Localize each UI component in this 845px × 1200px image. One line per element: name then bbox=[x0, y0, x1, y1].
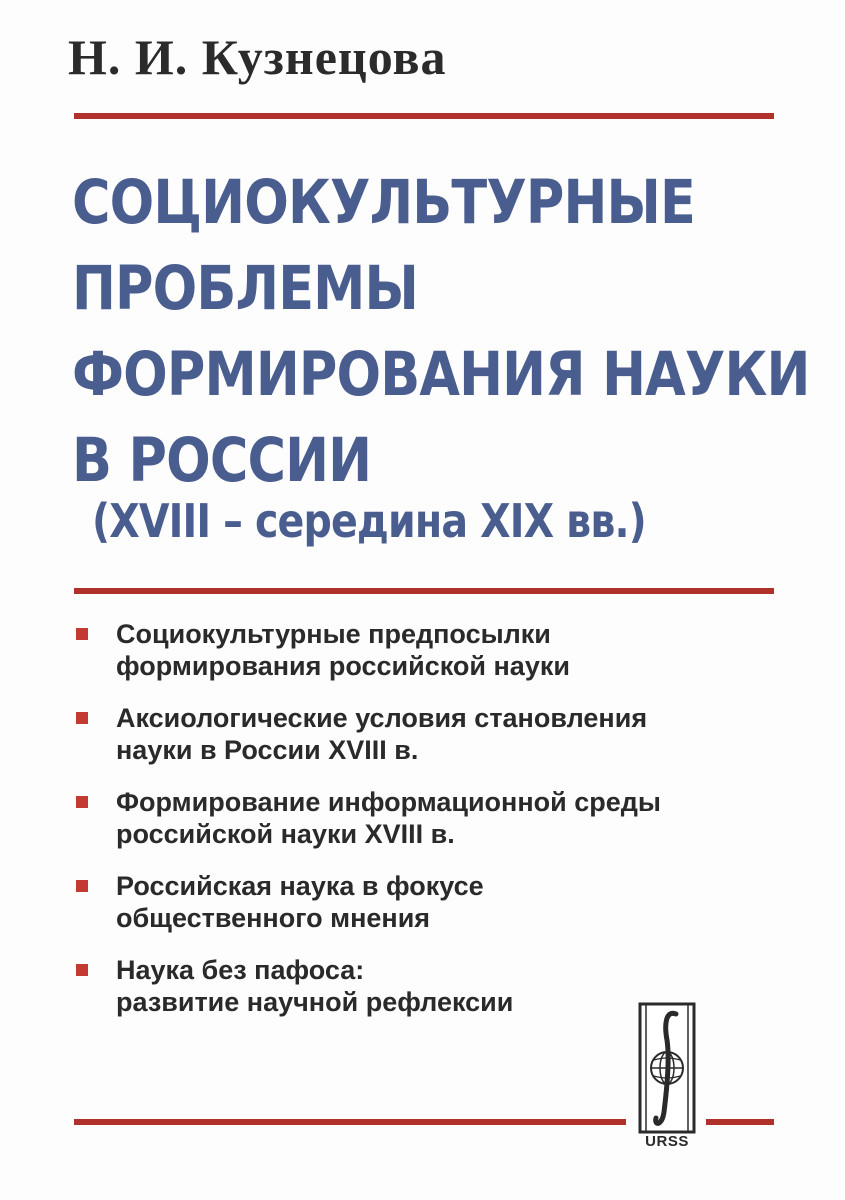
urss-integral-globe-icon bbox=[636, 1000, 698, 1150]
square-bullet-icon bbox=[76, 796, 88, 808]
square-bullet-icon bbox=[76, 628, 88, 640]
topic-line: Аксиологические условия становления bbox=[116, 703, 648, 733]
title-line-2: ПРОБЛЕМЫ bbox=[72, 253, 419, 324]
topic-item bbox=[76, 954, 716, 1018]
topics-list bbox=[76, 618, 716, 1038]
topic-item bbox=[76, 870, 716, 934]
bottom-divider-left bbox=[74, 1119, 626, 1125]
publisher-label: URSS bbox=[645, 1133, 689, 1150]
book-subtitle: (XVIII – середина XIX вв.) bbox=[92, 494, 646, 548]
square-bullet-icon bbox=[76, 964, 88, 976]
bottom-divider-right bbox=[706, 1119, 774, 1125]
title-line-3: ФОРМИРОВАНИЯ НАУКИ bbox=[72, 339, 810, 410]
topic-line: развитие научной рефлексии bbox=[116, 987, 514, 1017]
topic-line: Формирование информационной среды bbox=[116, 787, 661, 817]
title-line-4: В РОССИИ bbox=[72, 425, 372, 496]
square-bullet-icon bbox=[76, 712, 88, 724]
book-title bbox=[72, 160, 810, 504]
topic-line: российской науки XVIII в. bbox=[116, 819, 455, 849]
topic-line: формирования российской науки bbox=[116, 651, 570, 681]
topic-line: науки в России XVIII в. bbox=[116, 735, 419, 765]
topic-line: общественного мнения bbox=[116, 903, 431, 933]
square-bullet-icon bbox=[76, 880, 88, 892]
author-name: Н. И. Кузнецова bbox=[68, 29, 447, 85]
topic-item bbox=[76, 702, 716, 766]
topic-line: Социокультурные предпосылки bbox=[116, 619, 551, 649]
topic-line: Российская наука в фокусе bbox=[116, 871, 484, 901]
top-divider bbox=[74, 113, 774, 119]
topic-line: Наука без пафоса: bbox=[116, 955, 365, 985]
middle-divider bbox=[74, 588, 774, 594]
topic-item bbox=[76, 618, 716, 682]
topic-item bbox=[76, 786, 716, 850]
title-line-1: СОЦИОКУЛЬТУРНЫЕ bbox=[72, 167, 696, 238]
